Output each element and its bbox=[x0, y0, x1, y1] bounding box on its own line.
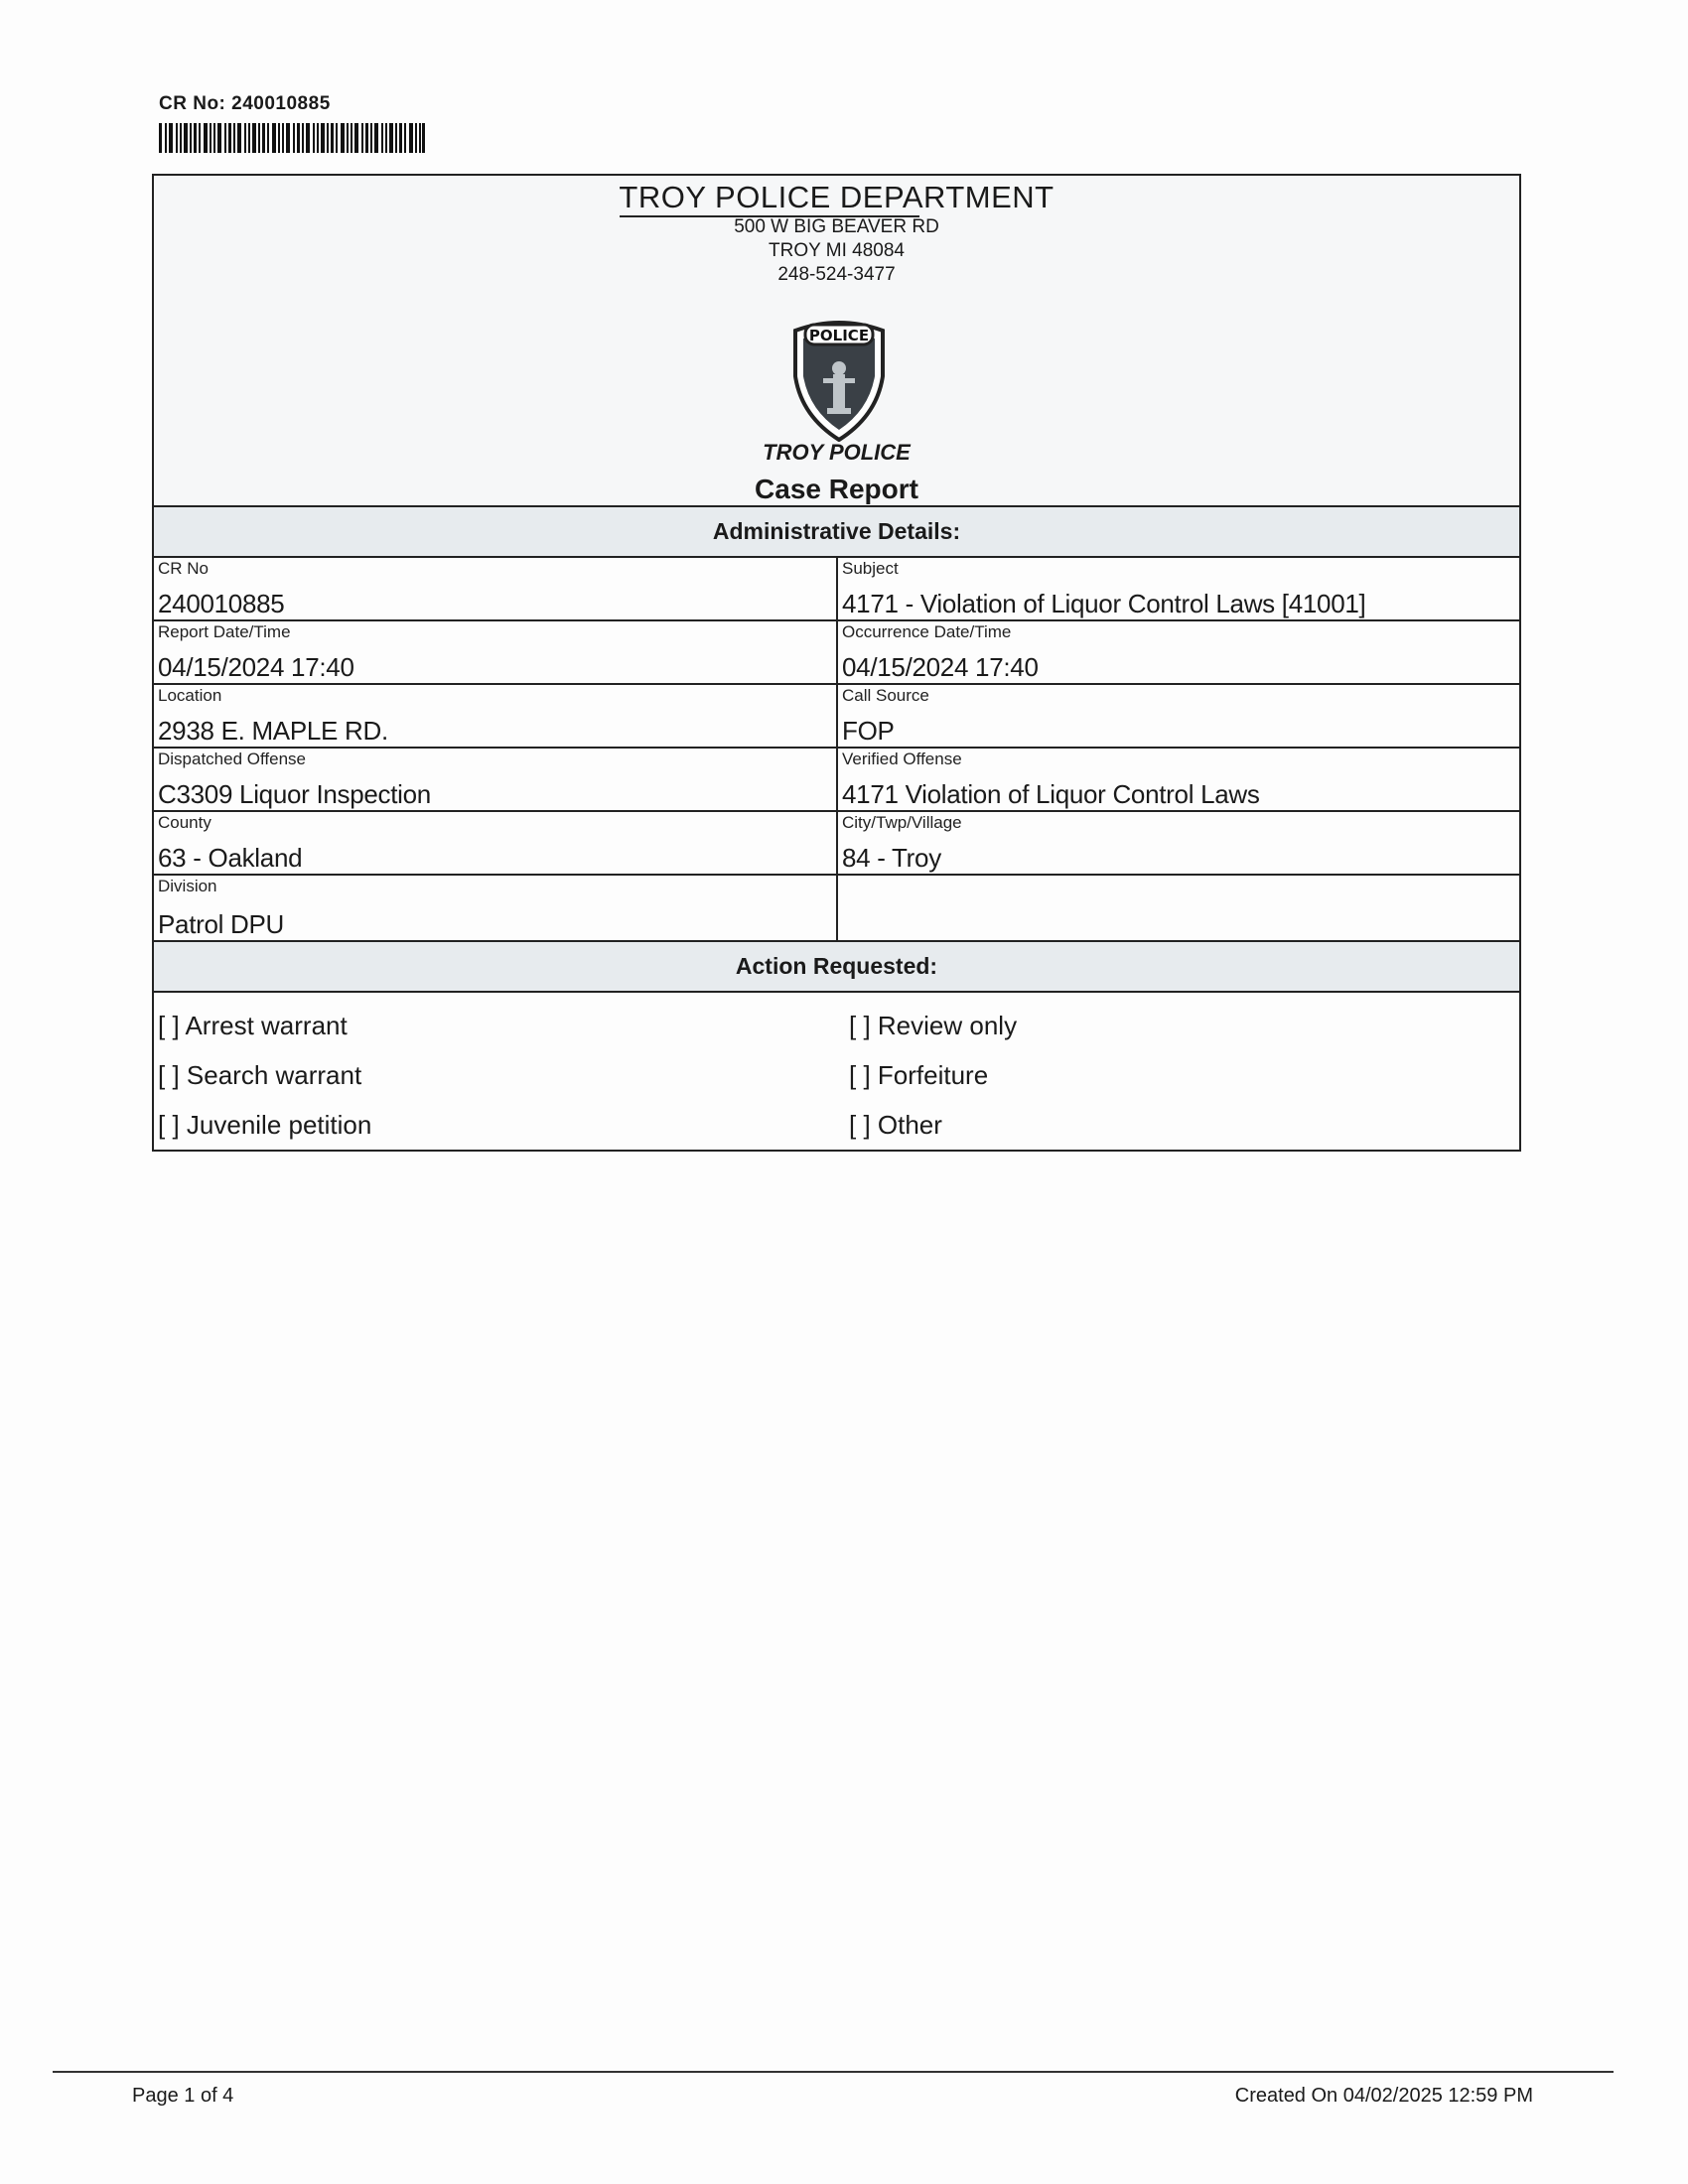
svg-text:POLICE: POLICE bbox=[808, 327, 870, 344]
division-value: Patrol DPU bbox=[158, 909, 285, 939]
dispatched-offense-value: C3309 Liquor Inspection bbox=[158, 779, 431, 809]
verified-offense-cell bbox=[838, 749, 1519, 810]
action-search-warrant: [ ] Search warrant bbox=[158, 1060, 362, 1090]
county-value: 63 - Oakland bbox=[158, 843, 303, 873]
field-label: City/Twp/Village bbox=[842, 813, 962, 832]
admin-row bbox=[154, 876, 1519, 940]
case-number-header: CR No: 240010885 bbox=[159, 93, 331, 114]
field-label: Call Source bbox=[842, 686, 929, 705]
field-label: County bbox=[158, 813, 211, 832]
report-datetime-value: 04/15/2024 17:40 bbox=[158, 652, 354, 682]
action-arrest-warrant: [ ] Arrest warrant bbox=[158, 1011, 348, 1040]
action-review-only: [ ] Review only bbox=[849, 1011, 1018, 1040]
subject-cell bbox=[838, 558, 1519, 619]
division-cell bbox=[154, 876, 838, 940]
action-requested-heading: Action Requested: bbox=[154, 940, 1519, 993]
agency-header bbox=[154, 176, 1519, 505]
admin-row bbox=[154, 685, 1519, 749]
subject-value: 4171 - Violation of Liquor Control Laws [41001] bbox=[842, 589, 1366, 618]
field-label: Dispatched Offense bbox=[158, 750, 306, 768]
dispatched-offense-cell bbox=[154, 749, 838, 810]
footer-divider bbox=[53, 2071, 1614, 2073]
location-cell bbox=[154, 685, 838, 747]
cr-no-value: 240010885 bbox=[158, 589, 285, 618]
report-title: Case Report bbox=[755, 474, 918, 504]
call-source-value: FOP bbox=[842, 716, 895, 746]
field-label: Subject bbox=[842, 559, 899, 578]
admin-row bbox=[154, 749, 1519, 812]
field-label: Division bbox=[158, 877, 217, 895]
field-label: Location bbox=[158, 686, 222, 705]
action-forfeiture: [ ] Forfeiture bbox=[849, 1060, 989, 1090]
administrative-details-grid bbox=[154, 558, 1519, 940]
county-cell bbox=[154, 812, 838, 874]
call-source-cell bbox=[838, 685, 1519, 747]
address-city: TROY MI 48084 bbox=[769, 240, 905, 261]
occurrence-datetime-cell bbox=[838, 621, 1519, 683]
admin-row bbox=[154, 621, 1519, 685]
address-street: 500 W BIG BEAVER RD bbox=[734, 216, 939, 237]
field-label: Report Date/Time bbox=[158, 622, 291, 641]
badge-caption: TROY POLICE bbox=[763, 440, 911, 465]
action-juvenile-petition: [ ] Juvenile petition bbox=[158, 1110, 372, 1140]
report-datetime-cell bbox=[154, 621, 838, 683]
page-number: Page 1 of 4 bbox=[132, 2085, 234, 2107]
occurrence-datetime-value: 04/15/2024 17:40 bbox=[842, 652, 1039, 682]
empty-cell bbox=[838, 876, 1519, 940]
administrative-details-heading: Administrative Details: bbox=[154, 505, 1519, 558]
city-cell bbox=[838, 812, 1519, 874]
cr-no-cell bbox=[154, 558, 838, 619]
created-timestamp: Created On 04/02/2025 12:59 PM bbox=[1234, 2085, 1533, 2107]
field-label: Verified Offense bbox=[842, 750, 962, 768]
department-name: TROY POLICE DEPARTMENT bbox=[619, 180, 1055, 214]
city-value: 84 - Troy bbox=[842, 843, 941, 873]
police-badge-icon bbox=[787, 317, 891, 442]
action-other: [ ] Other bbox=[849, 1110, 942, 1140]
field-label: Occurrence Date/Time bbox=[842, 622, 1012, 641]
location-value: 2938 E. MAPLE RD. bbox=[158, 716, 388, 746]
verified-offense-value: 4171 Violation of Liquor Control Laws bbox=[842, 779, 1260, 809]
admin-row bbox=[154, 558, 1519, 621]
barcode bbox=[159, 123, 425, 153]
address-phone: 248-524-3477 bbox=[777, 264, 896, 285]
case-report-form bbox=[152, 174, 1521, 1152]
field-label: CR No bbox=[158, 559, 210, 578]
admin-row bbox=[154, 812, 1519, 876]
action-requested-list bbox=[154, 993, 1519, 1152]
